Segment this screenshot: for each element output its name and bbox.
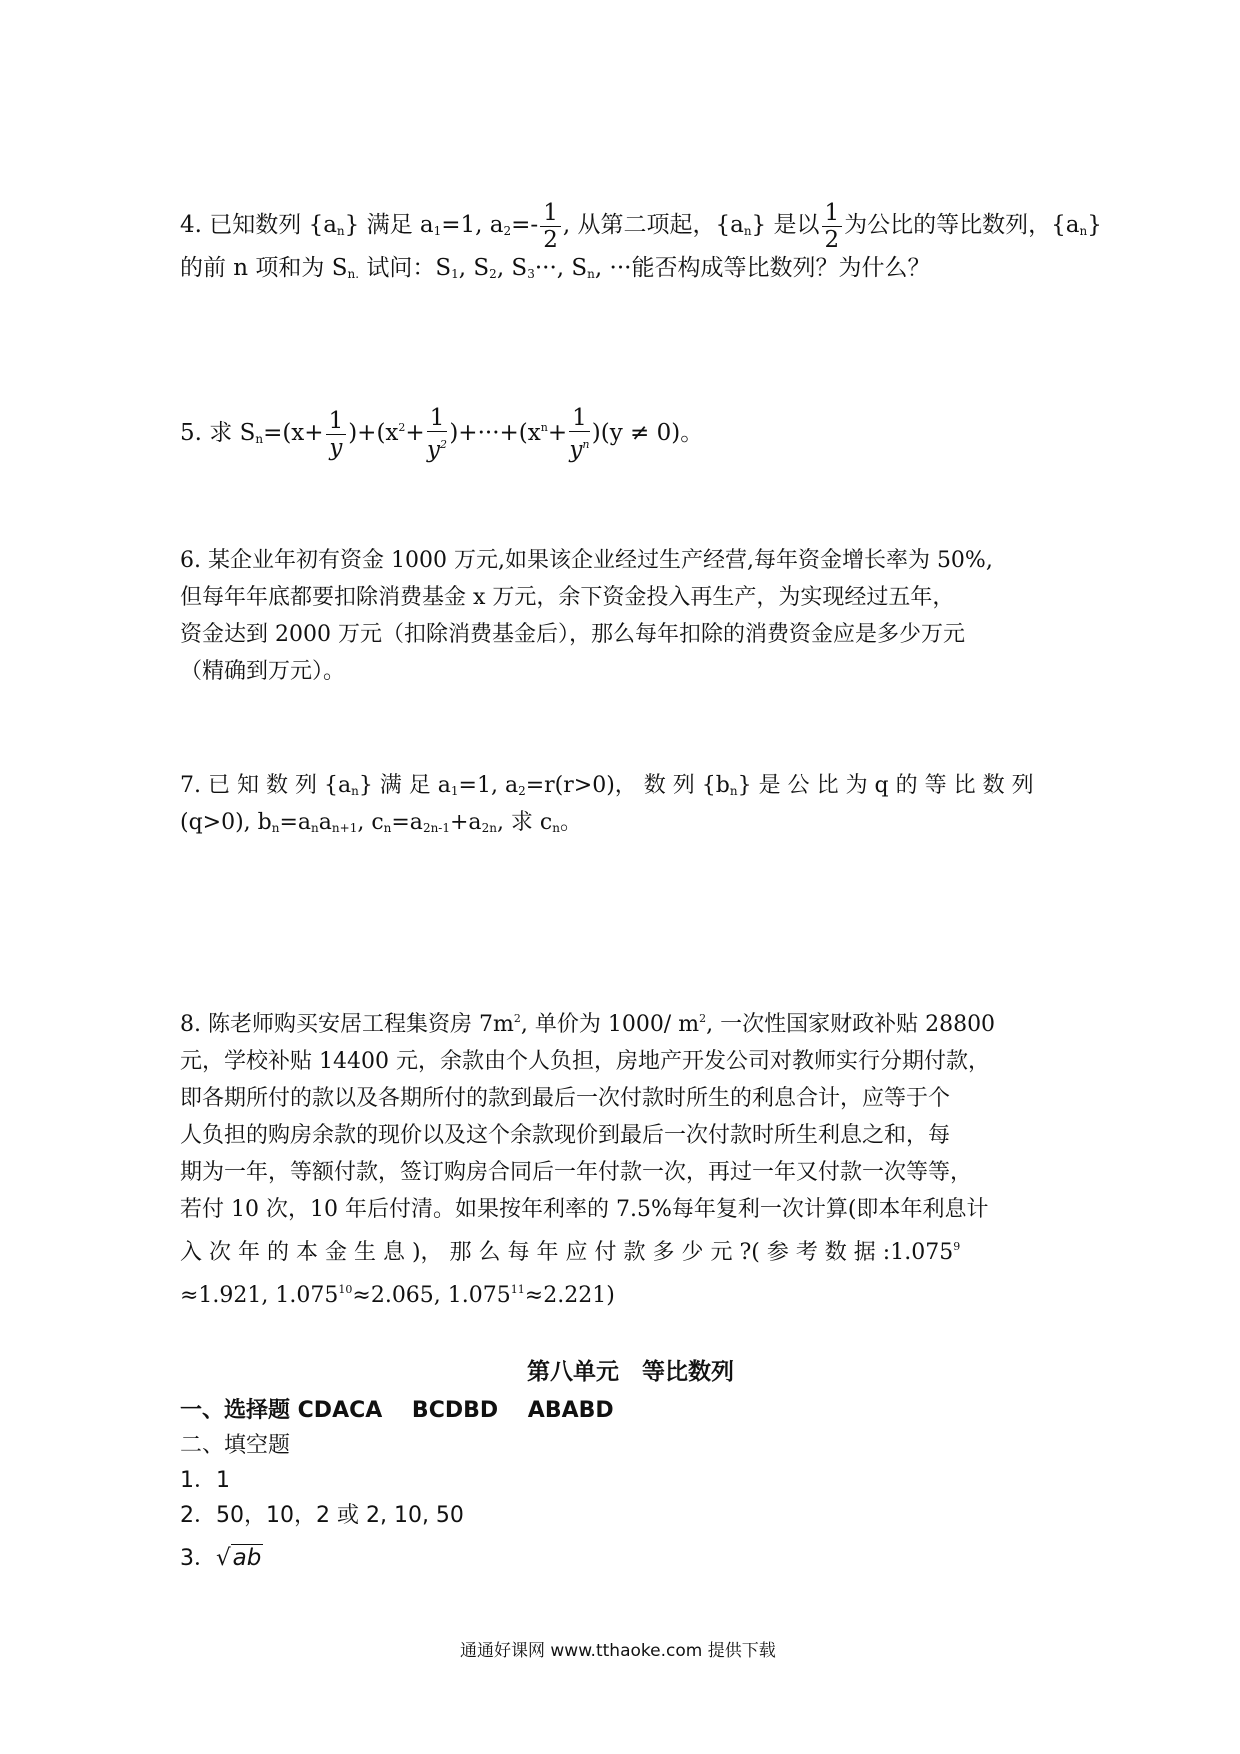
subscript: n: [336, 224, 345, 238]
text: a: [318, 810, 332, 835]
superscript: 2: [398, 421, 406, 434]
problem-5: [180, 398, 704, 463]
fraction-numerator: 1: [569, 405, 590, 432]
subscript: 1: [451, 267, 459, 281]
fraction-numerator: 1: [326, 408, 347, 435]
text: )(y ≠ 0)。: [591, 420, 704, 446]
answers-choice-section: 一、选择题 CDACA BCDBD ABABD: [180, 1398, 614, 1423]
text: ≈1.921, 1.075: [180, 1283, 339, 1308]
text: )+(x: [348, 420, 399, 446]
fraction: [326, 408, 347, 461]
subscript: 3: [527, 267, 535, 281]
text: , c: [357, 810, 384, 835]
problem-8-line-6: 若付 10 次，10 年后付清。如果按年利率的 7.5%每年复利一次计算(即本年利息计: [180, 1197, 989, 1222]
text: ≈2.221): [524, 1283, 615, 1308]
problem-6-line-4: （精确到万元）。: [180, 659, 346, 684]
problem-6-line-3: 资金达到 2000 万元（扣除消费基金后），那么每年扣除的消费资金应是多少万元: [180, 622, 965, 647]
text: } 满 足 a: [358, 773, 451, 798]
subscript: 2n-1: [422, 821, 450, 835]
text: +a: [450, 810, 482, 835]
text: =1, a: [441, 212, 504, 238]
fraction-numerator: 1: [822, 200, 843, 227]
subscript: n: [351, 784, 359, 798]
subscript: n: [729, 784, 738, 798]
text: 4. 已知数列 {a: [180, 212, 337, 238]
text: +: [547, 420, 568, 446]
text: =(x+: [263, 420, 324, 446]
fraction: [540, 200, 561, 253]
radical-sign-icon: √: [216, 1545, 231, 1571]
text: =-: [511, 212, 539, 238]
superscript: n: [582, 438, 590, 451]
superscript: 10: [338, 1283, 353, 1296]
problem-8-line-7: [180, 1228, 995, 1271]
text: 8. 陈老师购买安居工程集资房 7m: [180, 1012, 514, 1037]
fraction: [569, 405, 590, 463]
text: } 是 公 比 为 q 的 等 比 数 列: [737, 773, 1034, 798]
square-root: [216, 1545, 263, 1571]
problem-8: [180, 1000, 995, 1314]
subscript: n+1: [331, 821, 358, 835]
subscript: n: [743, 224, 752, 238]
superscript: 11: [510, 1283, 525, 1296]
text: , 单价为 1000/ m: [520, 1012, 700, 1037]
text: =a: [391, 810, 423, 835]
text: y: [569, 437, 583, 463]
problem-4-line-2: [180, 252, 930, 290]
fraction-denominator: [427, 432, 448, 463]
fraction-denominator: [569, 432, 590, 463]
problem-8-line-3: 即各期所付的款以及各期所付的款到最后一次付款时所生的利息合计，应等于个: [180, 1086, 951, 1111]
subscript: 1: [433, 224, 442, 238]
superscript: 2: [699, 1012, 707, 1025]
text: =r(r>0)， 数 列 {b: [525, 773, 730, 798]
text: , 一次性国家财政补贴 28800: [706, 1012, 996, 1037]
text: y: [427, 437, 440, 463]
subscript: 2: [518, 784, 526, 798]
superscript: 2: [440, 438, 447, 451]
fraction-denominator: y: [329, 434, 343, 461]
text: 5. 求 S: [180, 420, 256, 446]
subscript: n: [587, 267, 595, 281]
fraction: [427, 405, 448, 463]
text: ≈2.065, 1.075: [352, 1283, 511, 1308]
subscript: 2n: [481, 821, 497, 835]
problem-7-line-2: [180, 807, 582, 844]
text: =a: [279, 810, 312, 835]
text: } 满足 a: [344, 212, 434, 238]
answer-item-1: 1．1: [180, 1468, 230, 1493]
text: ···, S: [534, 255, 588, 281]
text: } 是以: [751, 212, 820, 238]
text: , ···能否构成等比数列？为什么？: [594, 255, 931, 281]
problem-8-line-5: 期为一年，等额付款，签订购房合同后一年付款一次，再过一年又付款一次等等，: [180, 1160, 973, 1185]
text: , S: [496, 255, 528, 281]
text: +: [405, 420, 425, 446]
answer-item-2: 2．50，10，2 或 2, 10, 50: [180, 1503, 464, 1528]
subscript: 1: [450, 784, 459, 798]
fraction-denominator: 2: [824, 226, 840, 253]
problem-7-line-1: [180, 770, 1034, 807]
answers-title: 第八单元 等比数列: [527, 1359, 734, 1385]
fraction: [822, 200, 843, 253]
problem-8-line-4: 人负担的购房余款的现价以及这个余款现价到最后一次付款时所生利息之和，每: [180, 1123, 951, 1148]
text: 入 次 年 的 本 金 生 息 )， 那 么 每 年 应 付 款 多 少 元 ?( 参 考 数 据 :1.075: [180, 1240, 954, 1265]
fraction-numerator: 1: [540, 200, 561, 227]
text: , 求 c: [496, 810, 553, 835]
subscript: n: [311, 821, 319, 835]
answer-item-3: [180, 1541, 263, 1572]
problem-6-line-1: 6. 某企业年初有资金 1000 万元,如果该企业经过生产经营,每年资金增长率为 50%,: [180, 548, 993, 573]
subscript: 2: [503, 224, 512, 238]
text: , S: [458, 255, 490, 281]
radicand: ab: [232, 1545, 262, 1571]
text: , 从第二项起，{a: [562, 212, 744, 238]
problem-6: [180, 542, 1065, 690]
problem-8-line-2: 元，学校补贴 14400 元，余款由个人负担，房地产开发公司对教师实行分期付款，: [180, 1049, 990, 1074]
subscript: n.: [347, 267, 360, 281]
superscript: 9: [953, 1240, 961, 1253]
text: )+···+(x: [449, 420, 541, 446]
problem-6-line-2: 但每年年底都要扣除消费基金 x 万元，余下资金投入再生产，为实现经过五年，: [180, 585, 955, 610]
text: (q>0), b: [180, 810, 272, 835]
text: =1, a: [458, 773, 519, 798]
text: 为公比的等比数列，{a: [844, 212, 1080, 238]
text: }: [1087, 212, 1102, 238]
fraction-numerator: 1: [427, 405, 448, 432]
answers-fill-section: 二、填空题: [180, 1433, 291, 1458]
text: 试问：S: [359, 255, 452, 281]
superscript: n: [540, 421, 548, 434]
text: 7. 已 知 数 列 {a: [180, 773, 352, 798]
fraction-denominator: 2: [543, 226, 558, 253]
answer-item-label: 3．: [180, 1546, 216, 1571]
subscript: n: [552, 821, 560, 835]
superscript: 2: [513, 1012, 521, 1025]
subscript: 2: [489, 267, 497, 281]
subscript: n: [383, 821, 392, 835]
problem-8-line-1: [180, 1000, 995, 1043]
problem-4-line-1: [180, 195, 1102, 255]
text: 的前 n 项和为 S: [180, 255, 348, 281]
footer-credit: 通通好课网 www.tthaoke.com 提供下载: [460, 1641, 776, 1661]
subscript: n: [255, 432, 264, 446]
text: 。: [559, 810, 582, 835]
subscript: n: [271, 821, 280, 835]
subscript: n: [1079, 224, 1088, 238]
problem-8-line-8: [180, 1271, 995, 1314]
